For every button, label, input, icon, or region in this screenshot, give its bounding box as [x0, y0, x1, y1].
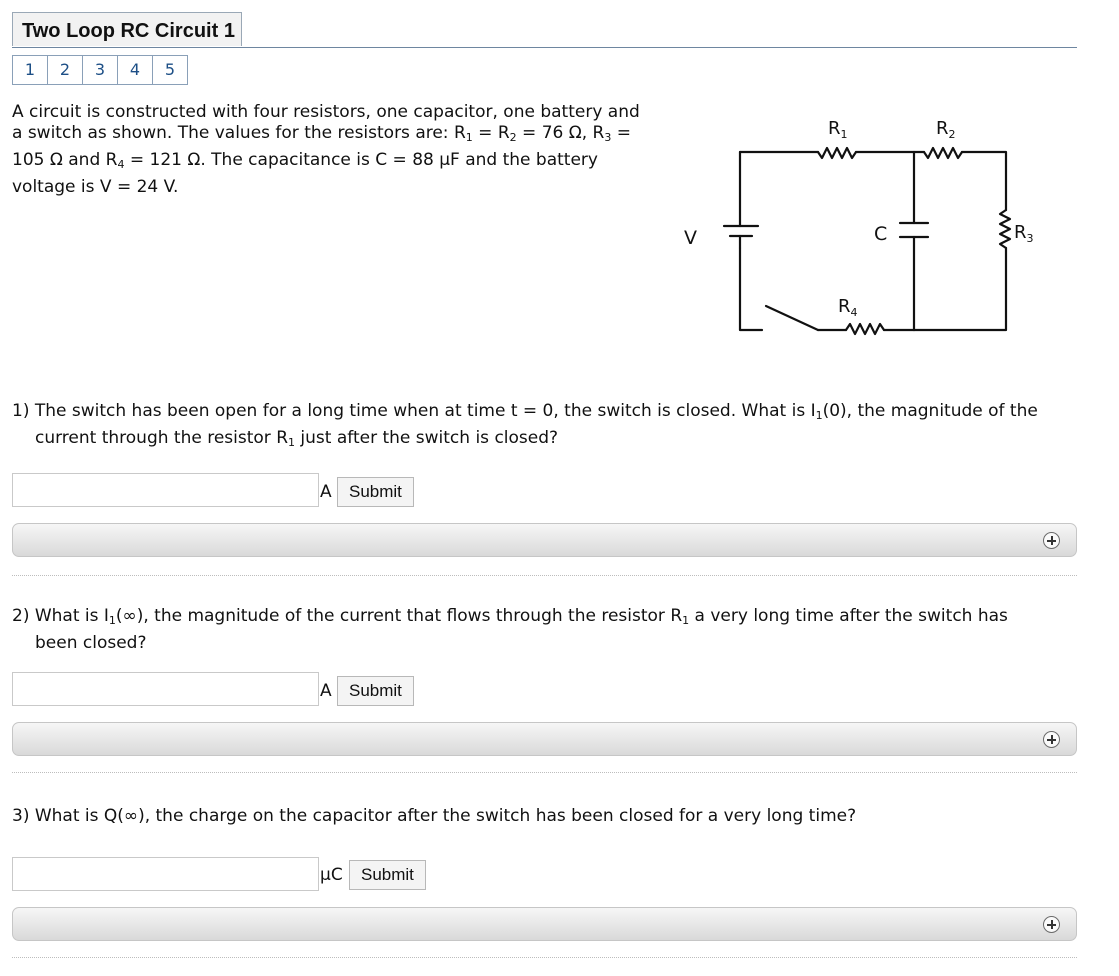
question-2-divider — [12, 772, 1077, 773]
intro-line-4: voltage is V = 24 V. — [12, 177, 179, 197]
problem-statement — [12, 100, 672, 200]
question-2-line-2: been closed? — [35, 633, 147, 653]
page-link-4[interactable]: 4 — [117, 55, 153, 85]
expand-plus-icon[interactable] — [1043, 731, 1060, 748]
question-1-divider — [12, 575, 1077, 576]
label-v: V — [684, 227, 697, 249]
question-1-line-2: current through the resistor $R_1$ just after the switch is closed? — [35, 428, 559, 449]
expand-plus-icon[interactable] — [1043, 532, 1060, 549]
label-c: C — [874, 223, 888, 245]
page-link-3[interactable]: 3 — [82, 55, 118, 85]
label-r4: $R_4$ — [838, 296, 858, 319]
page-link-1[interactable]: 1 — [12, 55, 48, 85]
answer-2-input[interactable] — [12, 672, 319, 706]
submit-1-button[interactable]: Submit — [337, 477, 414, 507]
circuit-diagram — [678, 110, 1034, 350]
hint-2-bar[interactable] — [12, 722, 1077, 756]
question-1-line-1: 1) The switch has been open for a long time when at time t = 0, the switch is closed. What is $I_1(0)$, the magnitude of the — [12, 401, 1038, 422]
expand-plus-icon[interactable] — [1043, 916, 1060, 933]
intro-line-3: 105 Ω and $R_4 = 121$ Ω. The capacitance is C = 88 μF and the battery — [12, 150, 598, 171]
intro-line-1: A circuit is constructed with four resistors, one capacitor, one battery and — [12, 102, 640, 122]
hint-3-bar[interactable] — [12, 907, 1077, 941]
question-3-divider — [12, 957, 1077, 958]
question-2 — [12, 603, 1077, 657]
answer-3-input[interactable] — [12, 857, 319, 891]
submit-2-button[interactable]: Submit — [337, 676, 414, 706]
hint-1-bar[interactable] — [12, 523, 1077, 557]
title-divider — [12, 47, 1077, 48]
question-2-line-1: 2) What is $I_1(\infty)$, the magnitude of the current that flows through the resistor $R_1$ a very long time after the switch has — [12, 606, 1008, 627]
submit-3-button[interactable]: Submit — [349, 860, 426, 890]
label-r1: $R_1$ — [828, 118, 848, 141]
answer-1-unit: A — [320, 482, 332, 502]
page-pager — [12, 55, 188, 85]
page-link-5[interactable]: 5 — [152, 55, 188, 85]
answer-2-unit: A — [320, 681, 332, 701]
intro-line-2: a switch as shown. The values for the resistors are: $R_1 = R_2 = 76$ Ω, $R_3$ = — [12, 123, 631, 144]
question-1 — [12, 398, 1077, 452]
label-r2: $R_2$ — [936, 118, 956, 141]
page-link-2[interactable]: 2 — [47, 55, 83, 85]
question-3 — [12, 803, 1077, 830]
answer-1-input[interactable] — [12, 473, 319, 507]
question-3-line-1: 3) What is Q(∞), the charge on the capacitor after the switch has been closed for a very long time? — [12, 806, 857, 826]
answer-3-unit: μC — [320, 865, 343, 885]
label-r3: $R_3$ — [1014, 222, 1034, 245]
page-title: Two Loop RC Circuit 1 — [12, 12, 242, 46]
